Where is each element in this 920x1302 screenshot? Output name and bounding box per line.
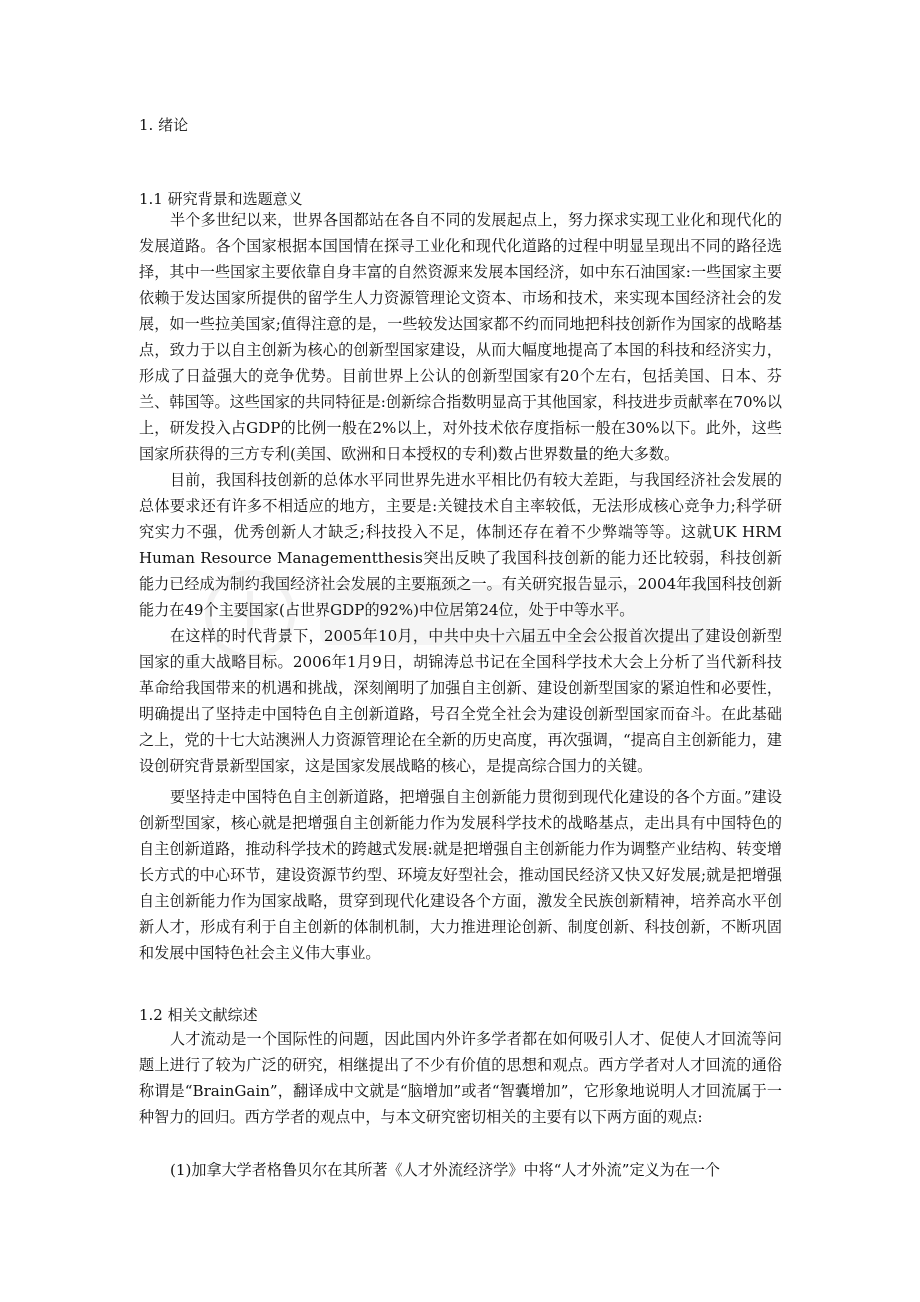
paragraph-strategy-goal: 在这样的时代背景下，2005年10月，中共中央十六届五中全会公报首次提出了建设创新型国家的重大战略目标。2006年1月9日，胡锦涛总书记在全国科学技术大会上分析了当代新科技革命给我国带来的机遇和挑战，深刻阐明了加强自主创新、建设创新型国家的紧迫性和必要性，明确提出了坚持走中国特色自主创新道路，号召全党全社会为建设创新型国家而奋斗。在此基础之上，党的十七大站澳洲人力资源管理论在全新的历史高度，再次强调，“提高自主创新能力，建设创研究背景新型国家，这是国家发展战略的核心，是提高综合国力的关键。 <box>139 627 782 775</box>
section-heading-1-1: 1.1 研究背景和选题意义 <box>139 190 303 208</box>
paragraph-literature-review: 人才流动是一个国际性的问题，因此国内外许多学者都在如何吸引人才、促使人才回流等问题上进行了较为广泛的研究，相继提出了不少有价值的思想和观点。西方学者对人才回流的通俗称谓是“BrainGain”，翻译成中文就是“脑增加”或者“智囊增加”，它形象地说明人才回流属于一种智力的回归。西方学者的观点中，与本文研究密切相关的主要有以下两方面的观点: <box>139 1030 782 1126</box>
section-heading-1-2: 1.2 相关文献综述 <box>139 1006 258 1024</box>
paragraph-innovation-path: 要坚持走中国特色自主创新道路，把增强自主创新能力贯彻到现代化建设的各个方面。”建设创新型国家，核心就是把增强自主创新能力作为发展科学技术的战略基点，走出具有中国特色的自主创新道路，推动科学技术的跨越式发展:就是把增强自主创新能力作为调整产业结构、转变增长方式的中心环节，建设资源节约型、环境友好型社会，推动国民经济又快又好发展;就是把增强自主创新能力作为国家战略，贯穿到现代化建设各个方面，激发全民族创新精神，培养高水平创新人才，形成有利于自主创新的体制机制，大力推进理论创新、制度创新、科技创新，不断巩固和发展中国特色社会主义伟大事业。 <box>139 788 782 962</box>
paragraph-grubel-definition: (1)加拿大学者格鲁贝尔在其所著《人才外流经济学》中将“人才外流”定义为在一个 <box>170 1161 721 1179</box>
paragraph-background: 半个多世纪以来，世界各国都站在各自不同的发展起点上，努力探求实现工业化和现代化的发展道路。各个国家根据本国国情在探寻工业化和现代化道路的过程中明显呈现出不同的路径选择，其中一些国家主要依靠自身丰富的自然资源来发展本国经济，如中东石油国家:一些国家主要依赖于发达国家所提供的留学生人力资源管理论文资本、市场和技术，来实现本国经济社会的发展，如一些拉美国家;值得注意的是，一些较发达国家都不约而同地把科技创新作为国家的战略基点，致力于以自主创新为核心的创新型国家建设，从而大幅度地提高了本国的科技和经济实力，形成了日益强大的竞争优势。目前世界上公认的创新型国家有20个左右，包括美国、日本、芬兰、韩国等。这些国家的共同特征是:创新综合指数明显高于其他国家，科技进步贡献率在70%以上，研发投入占GDP的比例一般在2%以上，对外技术依存度指标一般在30%以下。此外，这些国家所获得的三方专利(美国、欧洲和日本授权的专利)数占世界数量的绝大多数。 <box>139 211 782 463</box>
chapter-title: 1. 绪论 <box>139 116 189 134</box>
paragraph-current-status: 目前，我国科技创新的总体水平同世界先进水平相比仍有较大差距，与我国经济社会发展的总体要求还有许多不相适应的地方，主要是:关键技术自主率较低，无法形成核心竞争力;科学研究实力不强，优秀创新人才缺乏;科技投入不足，体制还存在着不少弊端等等。这就UK HRM Human Resource Managementthesis突出反映了我国科技创新的能力还比较弱，科技创新能力已经成为制约我国经济社会发展的主要瓶颈之一。有关研究报告显示，2004年我国科技创新能力在49个主要国家(占世界GDP的92%)中位居第24位，处于中等水平。 <box>139 471 782 619</box>
